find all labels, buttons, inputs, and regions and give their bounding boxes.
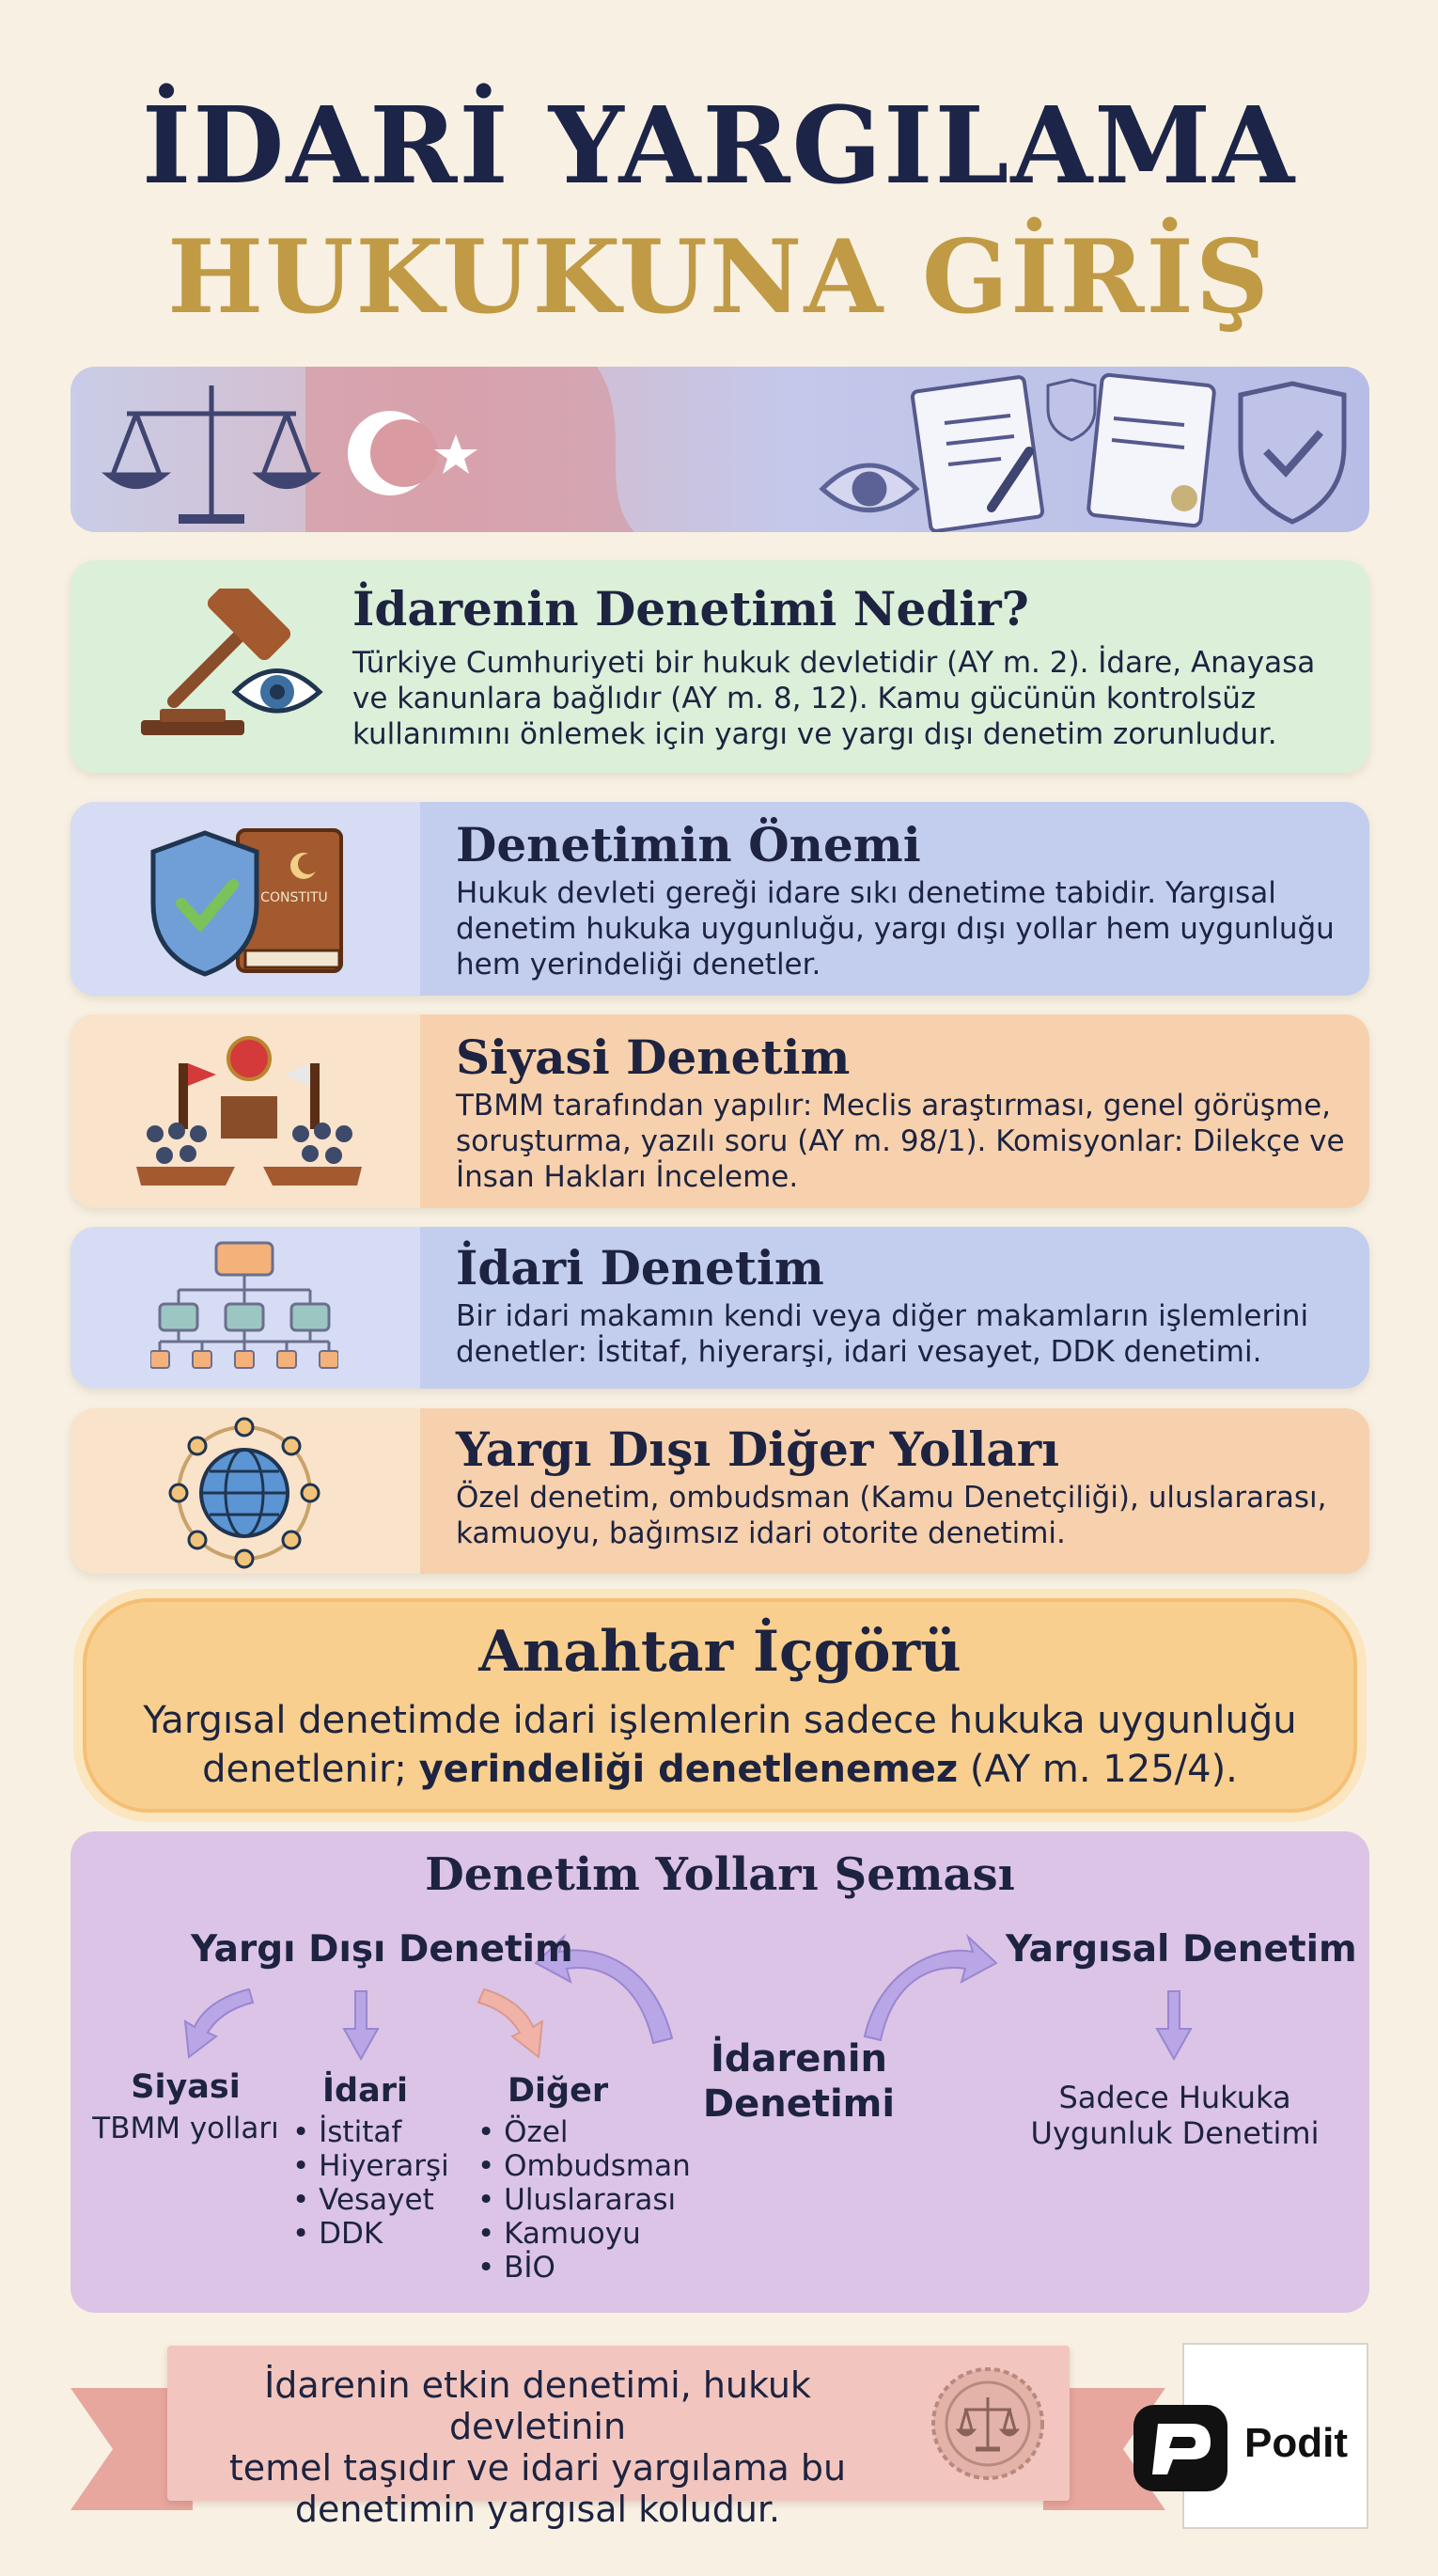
card-siyasi-denetim [70, 1014, 1369, 1208]
card-text: Türkiye Cumhuriyeti bir hukuk devletidir (AY m. 2). İdare, Anayasa ve kanunlara bağlıdır (AY m. 8, 12). Kamu gücünün kontrolsüz kullanımını önlemek için yargı ve yargı dışı denetim zorunludur. [352, 646, 1316, 751]
idari-head: İdari [322, 2072, 408, 2110]
list-item: • Özel [477, 2115, 691, 2149]
header-banner [70, 367, 1369, 532]
list-item: • BİO [477, 2251, 691, 2285]
scales-seal-icon [929, 2364, 1047, 2483]
list-item: • Uluslararası [477, 2183, 691, 2217]
center-line1: İdarenin [710, 2037, 888, 2081]
arrow-yargisal-icon [1157, 1991, 1191, 2059]
insight-text [86, 1696, 1353, 1794]
schema-diagram [70, 1831, 1369, 2313]
schema-title: Denetim Yolları Şeması [425, 1848, 1015, 1901]
card-title: İdarenin Denetimi Nedir? [352, 581, 1029, 636]
card-idarenin-denetimi [70, 560, 1369, 773]
yargisal-sub [1010, 2080, 1339, 2151]
list-item: • Vesayet [292, 2183, 449, 2217]
footer-ribbon [167, 2346, 1070, 2530]
list-item: • DDK [292, 2217, 449, 2251]
page-title-line1: İDARİ YARGILAMA [141, 85, 1297, 208]
yargi-disi-head: Yargı Dışı Denetim [191, 1928, 573, 1971]
card-idari-denetim [70, 1227, 1369, 1389]
footer-line3: denetimin yargısal koludur. [294, 2489, 781, 2530]
globe-network-icon [164, 1413, 324, 1573]
podit-logo-icon [1130, 2401, 1233, 2495]
card-title: Denetimin Önemi [456, 817, 921, 872]
insight-line2a: denetlenir; [202, 1748, 419, 1791]
banner-illustration [70, 367, 1369, 532]
podit-logo-box [1182, 2343, 1368, 2529]
book-label: CONSTITU [260, 890, 328, 905]
card-text: Bir idari makamın kendi veya diğer makamların işlemlerini denetler: İstitaf, hiyerarşi, idari vesayet, DDK denetimi. [456, 1299, 1309, 1369]
yargisal-sub-line2: Uygunluk Denetimi [1030, 2115, 1320, 2151]
center-line2: Denetimi [702, 2082, 896, 2126]
center-node [691, 2036, 907, 2127]
parliament-icon [122, 1026, 376, 1195]
card-title: Yargı Dışı Diğer Yolları [456, 1422, 1060, 1477]
footer-text [190, 2364, 885, 2530]
yargisal-head: Yargısal Denetim [1006, 1928, 1357, 1971]
insight-line2c: (AY m. 125/4). [958, 1748, 1238, 1791]
brand-name: Podit [1244, 2420, 1348, 2466]
eye-icon [822, 465, 916, 510]
card-text: Hukuk devleti gereği idare sıkı denetime tabidir. Yargısal denetim hukuka uygunluğu, yargı dışı yollar hem uygunluğu hem yerindeliği denetler. [456, 876, 1335, 982]
card-denetimin-onemi [70, 802, 1369, 996]
siyasi-head: Siyasi [131, 2068, 241, 2106]
arrow-to-right-icon [865, 1937, 996, 2040]
card-title: İdari Denetim [456, 1240, 824, 1296]
page-title-line2: HUKUKUNA GİRİŞ [167, 218, 1271, 337]
insight-line1: Yargısal denetimde idari işlemlerin sadece hukuka uygunluğu [143, 1699, 1297, 1742]
hierarchy-icon [150, 1238, 338, 1379]
card-text: TBMM tarafından yapılır: Meclis araştırması, genel görüşme, soruşturma, yazılı soru (AY m. 98/1). Komisyonlar: Dilekçe ve İnsan Hakları İnceleme. [456, 1089, 1345, 1194]
list-item: • Hiyerarşi [292, 2149, 449, 2183]
idari-list [292, 2115, 449, 2251]
scroll-icon [1087, 374, 1214, 526]
arrow-siyasi-icon [185, 1989, 253, 2057]
insight-title: Anahtar İçgörü [478, 1619, 961, 1685]
shield-constitution-icon [144, 819, 351, 979]
footer-line2: temel taşıdır ve idari yargılama bu [228, 2447, 847, 2489]
diger-list [477, 2115, 691, 2285]
card-yargi-disi-diger [70, 1408, 1369, 1574]
siyasi-sub: TBMM yolları [92, 2112, 279, 2145]
footer-line1: İdarenin etkin denetimi, hukuk devletinin [264, 2364, 811, 2447]
list-item: • Ombudsman [477, 2149, 691, 2183]
gavel-eye-icon [122, 589, 329, 748]
arrow-idari-icon [344, 1991, 378, 2059]
insight-line2-bold: yerindeliği denetlenemez [418, 1748, 959, 1791]
diger-head: Diğer [508, 2072, 609, 2110]
card-title: Siyasi Denetim [456, 1029, 851, 1085]
key-insight-box [83, 1598, 1357, 1813]
scales-icon [108, 385, 315, 519]
list-item: • İstitaf [292, 2115, 449, 2149]
list-item: • Kamuoyu [477, 2217, 691, 2251]
yargisal-sub-line1: Sadece Hukuka [1058, 2080, 1291, 2115]
card-text: Özel denetim, ombudsman (Kamu Denetçiliği), uluslararası, kamuoyu, bağımsız idari otorite denetimi. [456, 1481, 1327, 1550]
arrow-diger-icon [478, 1989, 542, 2057]
